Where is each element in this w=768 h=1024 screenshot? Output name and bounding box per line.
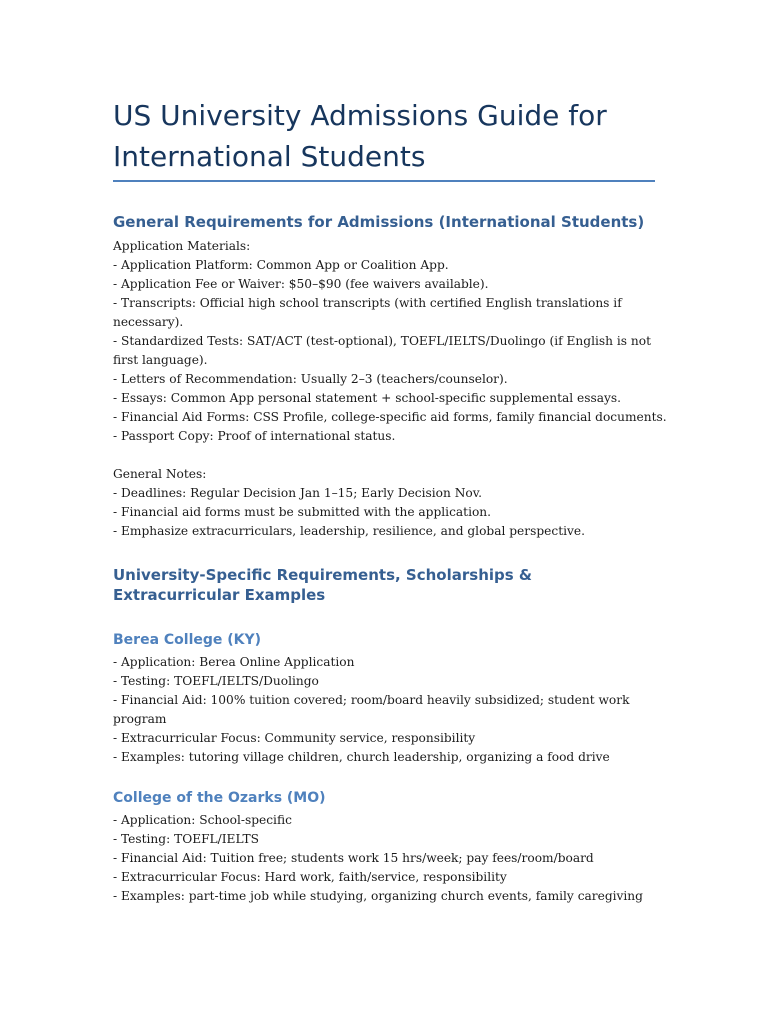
berea-item: - Financial Aid: 100% tuition covered; room/board heavily subsidized; student work program xyxy=(113,693,630,726)
university-heading-ozarks: College of the Ozarks (MO) xyxy=(113,790,326,806)
notes-item: - Emphasize extracurriculars, leadership, resilience, and global perspective. xyxy=(113,524,585,538)
materials-item: - Financial Aid Forms: CSS Profile, college-specific aid forms, family financial documents. xyxy=(113,410,667,424)
berea-item: - Testing: TOEFL/IELTS/Duolingo xyxy=(113,674,319,688)
title-underline xyxy=(113,180,655,182)
spacer xyxy=(113,610,658,631)
materials-item: - Application Platform: Common App or Coalition App. xyxy=(113,258,449,272)
notes-item: - Deadlines: Regular Decision Jan 1–15; Early Decision Nov. xyxy=(113,486,483,500)
section-heading-general: General Requirements for Admissions (International Students) xyxy=(113,213,645,231)
berea-item: - Application: Berea Online Application xyxy=(113,655,355,669)
ozarks-item: - Examples: part-time job while studying, organizing church events, family caregiving xyxy=(113,889,643,903)
materials-heading: Application Materials: xyxy=(113,239,251,253)
notes-heading: General Notes: xyxy=(113,467,207,481)
materials-item: - Application Fee or Waiver: $50–$90 (fee waivers available). xyxy=(113,277,489,291)
materials-item: - Essays: Common App personal statement + school-specific supplemental essays. xyxy=(113,391,622,405)
materials-item: - Transcripts: Official high school transcripts (with certified English translations if necessary). xyxy=(113,296,622,329)
ozarks-item: - Application: School-specific xyxy=(113,813,292,827)
spacer xyxy=(113,767,658,789)
ozarks-item: - Testing: TOEFL/IELTS xyxy=(113,832,260,846)
university-heading-berea: Berea College (KY) xyxy=(113,632,262,648)
notes-item: - Financial aid forms must be submitted with the application. xyxy=(113,505,492,519)
ozarks-item: - Financial Aid: Tuition free; students work 15 hrs/week; pay fees/room/board xyxy=(113,851,594,865)
document-body xyxy=(113,212,667,906)
ozarks-item: - Extracurricular Focus: Hard work, faith/service, responsibility xyxy=(113,870,507,884)
spacer xyxy=(113,541,658,565)
document-title: US University Admissions Guide for International Students xyxy=(113,99,607,173)
materials-item: - Passport Copy: Proof of international status. xyxy=(113,429,396,443)
berea-item: - Examples: tutoring village children, church leadership, organizing a food drive xyxy=(113,750,610,764)
berea-item: - Extracurricular Focus: Community service, responsibility xyxy=(113,731,476,745)
section-heading-universities: University-Specific Requirements, Scholarships & Extracurricular Examples xyxy=(113,566,532,604)
materials-item: - Letters of Recommendation: Usually 2–3 (teachers/counselor). xyxy=(113,372,508,386)
spacer xyxy=(113,446,658,465)
materials-item: - Standardized Tests: SAT/ACT (test-optional), TOEFL/IELTS/Duolingo (if English is not first language). xyxy=(113,334,651,367)
